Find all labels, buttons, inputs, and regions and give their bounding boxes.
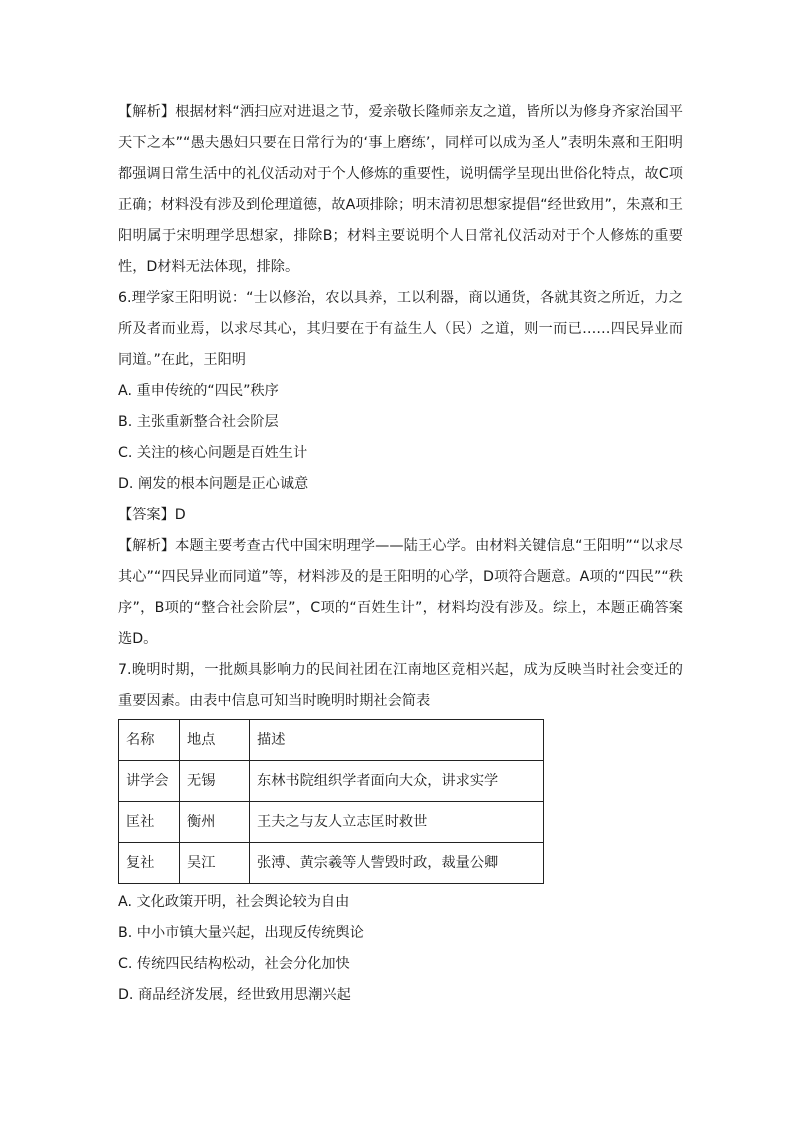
table-cell: 复社	[119, 843, 180, 884]
question-6-option-b: B. 主张重新整合社会阶层	[118, 414, 279, 430]
table-row	[119, 761, 544, 802]
table-cell: 吴江	[180, 843, 250, 884]
document-page	[118, 97, 683, 1011]
question-7-option-b: B. 中小市镇大量兴起，出现反传统舆论	[118, 925, 364, 941]
question-7-option-c: C. 传统四民结构松动，社会分化加快	[118, 956, 350, 972]
table-cell: 讲学会	[119, 761, 180, 802]
question-7-stem: 7.晚明时期，一批颇具影响力的民间社团在江南地区竞相兴起，成为反映当时社会变迁的重要因素。由表中信息可知当时晚明时期社会简表	[118, 662, 683, 709]
question-6-answer: 【答案】D	[118, 507, 186, 523]
table-header-cell: 描述	[250, 720, 544, 761]
table-cell: 王夫之与友人立志匡时救世	[250, 802, 544, 843]
table-row	[119, 802, 544, 843]
question-6-stem: 6.理学家王阳明说：“士以修治，农以具养，工以利器，商以通货，各就其资之所近，力之所及者而业焉，以求尽其心，其归要在于有益生人（民）之道，则一而已……四民异业而同道。”在此，王阳明	[118, 290, 683, 368]
question-6-option-d: D. 阐发的根本问题是正心诚意	[118, 476, 309, 492]
table-cell: 张溥、黄宗羲等人訾毁时政，裁量公卿	[250, 843, 544, 884]
table-cell: 衡州	[180, 802, 250, 843]
table-header-cell: 地点	[180, 720, 250, 761]
question-7-option-d: D. 商品经济发展，经世致用思潮兴起	[118, 987, 351, 1003]
table-cell: 匡社	[119, 802, 180, 843]
explanation-q5: 【解析】根据材料“洒扫应对进退之节，爱亲敬长隆师亲友之道，皆所以为修身齐家治国平天下之本”“愚夫愚妇只要在日常行为的‘事上磨练’，同样可以成为圣人”表明朱熹和王阳明都强调日常生活中的礼仪活动对于个人修炼的重要性，说明儒学呈现出世俗化特点，故C项正确；材料没有涉及到伦理道德，故A项排除；明末清初思想家提倡“经世致用”，朱熹和王阳明属于宋明理学思想家，排除B；材料主要说明个人日常礼仪活动对于个人修炼的重要性，D材料无法体现，排除。	[118, 104, 683, 275]
question-6-option-c: C. 关注的核心问题是百姓生计	[118, 445, 308, 461]
society-table	[118, 719, 544, 884]
explanation-q6: 【解析】本题主要考查古代中国宋明理学——陆王心学。由材料关键信息“王阳明”“以求尽其心”“四民异业而同道”等，材料涉及的是王阳明的心学，D项符合题意。A项的“四民”“秩序”，B项的“整合社会阶层”，C项的“百姓生计”，材料均没有涉及。综上，本题正确答案选D。	[118, 538, 683, 647]
table-header-cell: 名称	[119, 720, 180, 761]
question-6-option-a: A. 重申传统的“四民”秩序	[118, 383, 279, 399]
table-row	[119, 843, 544, 884]
table-cell: 无锡	[180, 761, 250, 802]
table-header-row	[119, 720, 544, 761]
question-7-option-a: A. 文化政策开明，社会舆论较为自由	[118, 894, 350, 910]
table-cell: 东林书院组织学者面向大众，讲求实学	[250, 761, 544, 802]
